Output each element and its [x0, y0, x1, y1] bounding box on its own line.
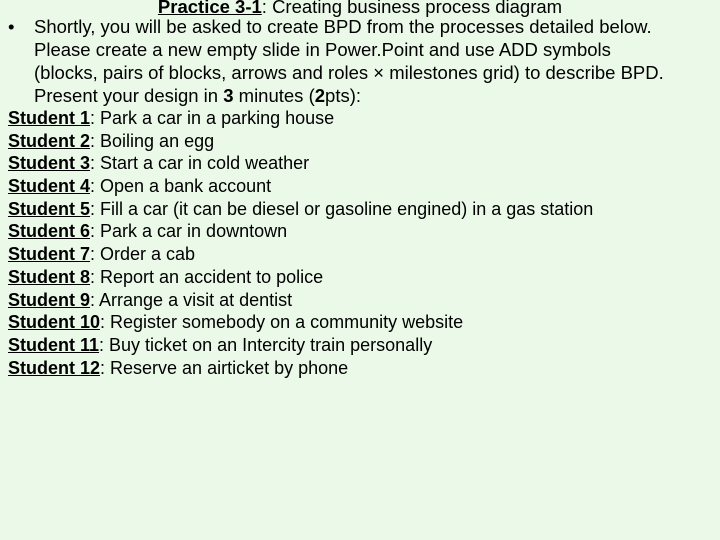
list-item [8, 357, 718, 380]
list-item [8, 220, 718, 243]
student-name: Student 9 [8, 289, 91, 310]
student-task: : Report an accident to police [90, 266, 324, 287]
list-item [8, 334, 718, 357]
student-name: Student 3 [8, 153, 91, 174]
student-name: Student 1 [8, 108, 91, 128]
student-name: Student 6 [8, 221, 91, 242]
student-name: Student 12 [8, 357, 101, 378]
list-item [8, 243, 718, 266]
present-text: minutes ( [233, 85, 315, 106]
list-item [8, 266, 718, 289]
student-name: Student 4 [8, 176, 91, 197]
student-task: : Register somebody on a community website [100, 312, 464, 333]
list-item [8, 198, 718, 221]
list-item [8, 152, 718, 175]
bullet-marker: • [8, 16, 15, 37]
student-task: : Order a cab [90, 244, 196, 265]
list-item [8, 107, 718, 130]
student-task: : Start a car in cold weather [90, 153, 310, 174]
student-name: Student 10 [8, 312, 101, 333]
student-task: : Open a bank account [90, 176, 272, 197]
student-task: : Arrange a visit at dentist [90, 289, 293, 310]
intro-text [34, 15, 718, 107]
student-name: Student 8 [8, 266, 91, 287]
title-text: : Creating business process diagram [261, 0, 563, 17]
student-task: : Boiling an egg [90, 130, 215, 151]
list-item [8, 130, 718, 153]
intro-line: Please create a new empty slide in Power.Point and use ADD symbols [34, 39, 611, 60]
list-item [8, 311, 718, 334]
list-item [8, 175, 718, 198]
present-minutes: 3 [223, 85, 234, 106]
intro-paragraph [8, 15, 718, 107]
intro-line: (blocks, pairs of blocks, arrows and roles × milestones grid) to describe BPD. [34, 62, 664, 83]
student-task: : Park a car in downtown [90, 221, 288, 242]
student-name: Student 11 [8, 334, 100, 355]
present-text: Present your design in [34, 85, 224, 106]
intro-present-line [34, 84, 718, 107]
student-name: Student 5 [8, 198, 91, 219]
student-task: : Buy ticket on an Intercity train personally [99, 334, 433, 355]
student-task: : Reserve an airticket by phone [100, 357, 349, 378]
student-task: : Fill a car (it can be diesel or gasoline engined) in a gas station [90, 198, 594, 219]
student-task: : Park a car in a parking house [90, 108, 335, 128]
student-name: Student 2 [8, 130, 91, 151]
student-name: Student 7 [8, 244, 91, 265]
list-item [8, 289, 718, 312]
present-text: pts): [325, 85, 362, 106]
intro-line: Shortly, you will be asked to create BPD from the processes detailed below. [34, 16, 652, 37]
title-practice-number: Practice 3-1 [157, 0, 262, 17]
present-points: 2 [314, 85, 326, 106]
student-task-list [8, 107, 718, 379]
